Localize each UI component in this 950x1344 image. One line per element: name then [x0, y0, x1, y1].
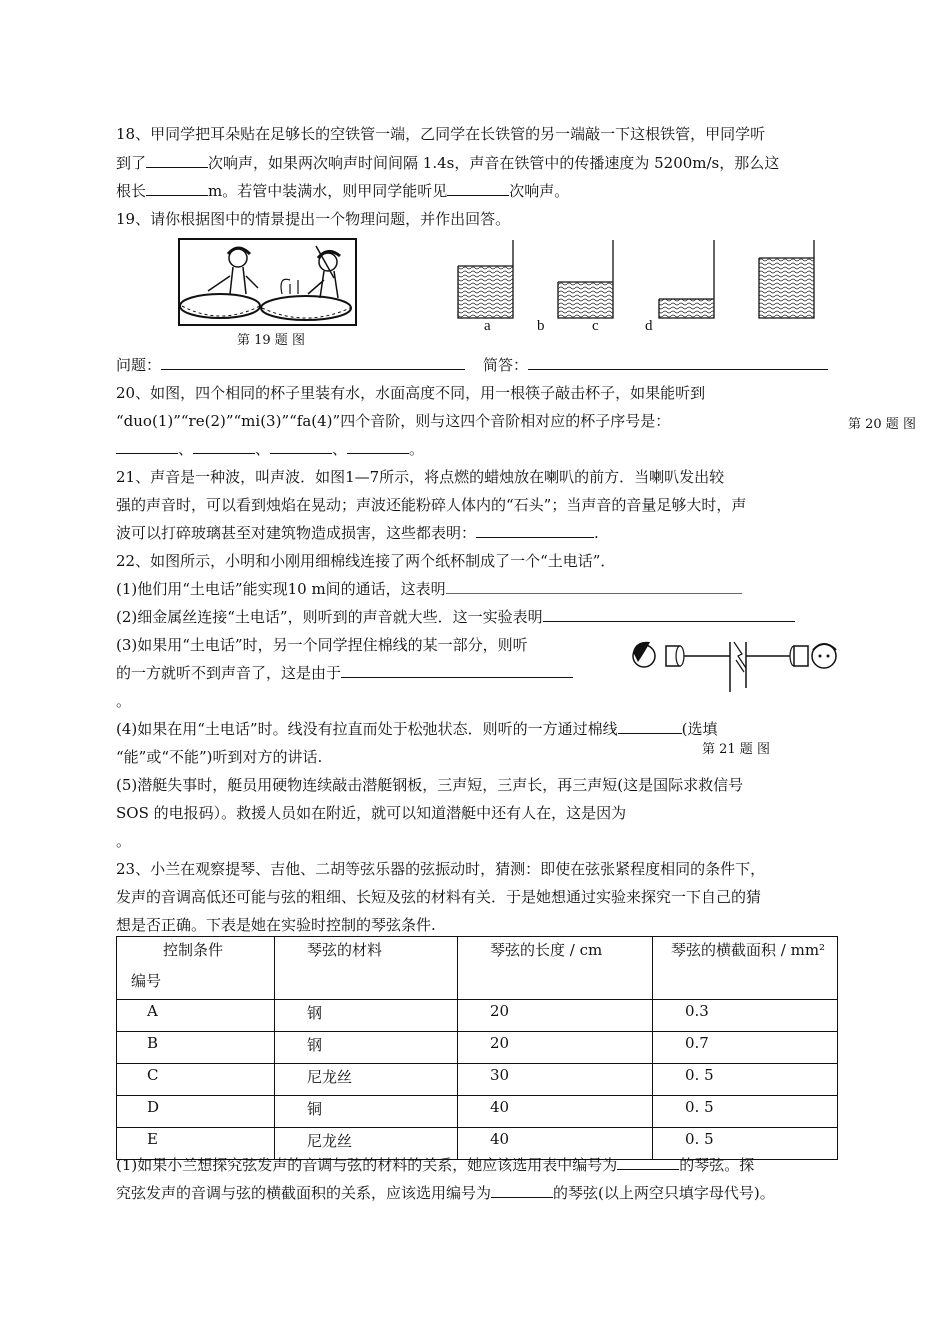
- header-control-label: 控制条件: [163, 941, 224, 959]
- table-cell: 铜: [275, 1096, 458, 1128]
- question-blank[interactable]: [161, 355, 465, 370]
- cup-c: [659, 240, 714, 318]
- q21-line-2: 强的声音时，可以看到烛焰在晃动；声波还能粉碎人体内的“石头”；当声音的音量足够大时，声: [116, 496, 747, 514]
- q18-line-3: [116, 181, 569, 201]
- header-cell: 琴弦的横截面积 / mm²: [653, 937, 838, 1000]
- cup-label-c: c: [592, 318, 599, 334]
- q23-blank-1[interactable]: [617, 1155, 679, 1170]
- q22-text: (1)他们用“土电话”能实现10 m间的通话，这表明: [116, 580, 446, 598]
- q20-line-2: “duo(1)”“re(2)”“mi(3)”“fa(4)”四个音阶，则与这四个音阶相对应的杯子序号是：: [116, 412, 671, 430]
- cup-d: [759, 240, 814, 318]
- q19-figure-drums: [178, 236, 358, 328]
- string-conditions-table: [116, 936, 838, 1160]
- table-cell: 0. 5: [653, 1096, 838, 1128]
- q18-blank-3[interactable]: [447, 181, 509, 196]
- tin-can-phone-figure: [628, 632, 842, 698]
- table-cell: A: [117, 1000, 275, 1032]
- q20-figure-caption: 第 20 题 图: [848, 417, 916, 432]
- table-cell: 40: [458, 1096, 653, 1128]
- q22-part-1: [116, 579, 742, 599]
- cup-label-d: d: [645, 318, 653, 334]
- header-cell-corner: [117, 937, 275, 1000]
- table-cell: 0.7: [653, 1032, 838, 1064]
- table-cell: 20: [458, 1032, 653, 1064]
- q20-line-3: [116, 439, 424, 459]
- q21-line-1: 21、声音是一种波，叫声波．如图1—7所示，将点燃的蜡烛放在喇叭的前方．当喇叭发出较: [116, 468, 725, 486]
- q22-part-5b: SOS 的电报码）。救援人员如在附近，就可以知道潜艇中还有人在，这是因为: [116, 804, 627, 822]
- q22-part-5a: (5)潜艇失事时，艇员用硬物连续敲击潜艇钢板，三声短，三声长，再三声短(这是国际求救信号: [116, 776, 744, 794]
- q23-sub-1: [116, 1155, 754, 1175]
- table-cell: 尼龙丝: [275, 1128, 458, 1160]
- q21-text: 波可以打碎玻璃甚至对建筑物造成损害，这些都表明：: [116, 524, 477, 542]
- table-cell: 0. 5: [653, 1064, 838, 1096]
- q18-text: 次响声，如果两次响声时间间隔 1.4s，声音在铁管中的传播速度为 5200m/s，那么这: [208, 154, 780, 172]
- q23-text: (1)如果小兰想探究弦发声的音调与弦的材料的关系，她应该选用表中编号为: [116, 1156, 618, 1174]
- table-header-row: [117, 937, 838, 1000]
- q18-line-2: [116, 153, 779, 173]
- q22-blank-2[interactable]: [543, 607, 795, 622]
- q23-line-2: 发声的音调高低还可能与弦的粗细、长短及弦的材料有关．于是她想通过实验来探究一下自己的猜: [116, 888, 762, 906]
- q20-line-1: 20、如图，四个相同的杯子里装有水，水面高度不同，用一根筷子敲击杯子，如果能听到: [116, 384, 706, 402]
- q23-blank-2[interactable]: [491, 1183, 553, 1198]
- q20-sep: 、: [255, 440, 271, 458]
- q18-text: 次响声。: [509, 182, 570, 200]
- table-row: [117, 1000, 838, 1032]
- cup-a: [458, 240, 513, 318]
- table-cell: 钢: [275, 1000, 458, 1032]
- q21-end: .: [594, 524, 599, 542]
- table-cell: B: [117, 1032, 275, 1064]
- q22-part-3c: 。: [116, 692, 132, 710]
- q20-sep: 、: [332, 440, 348, 458]
- q19-line-1: 19、请你根据图中的情景提出一个物理问题，并作出回答。: [116, 210, 511, 228]
- q19-figure-caption: 第 19 题 图: [237, 333, 305, 348]
- cup-b: [558, 240, 613, 318]
- q18-text: m。若管中装满水，则甲同学能听见: [208, 182, 448, 200]
- cup-label-a: a: [484, 318, 491, 334]
- q23-text: 的琴弦。探: [679, 1156, 755, 1174]
- table-row: [117, 1096, 838, 1128]
- table-cell: 0. 5: [653, 1128, 838, 1160]
- q22-text: (2)细金属丝连接“土电话”，则听到的声音就大些．这一实验表明: [116, 608, 543, 626]
- table-cell: C: [117, 1064, 275, 1096]
- q22-part-2: [116, 607, 795, 627]
- table-cell: 30: [458, 1064, 653, 1096]
- q22-blank-3[interactable]: [341, 663, 573, 678]
- q20-blank-4[interactable]: [347, 439, 409, 454]
- table-row: [117, 1064, 838, 1096]
- q22-text: (4)如果在用“土电话”时。线没有拉直而处于松弛状态．则听的一方通过棉线: [116, 720, 618, 738]
- q22-line-1: 22、如图所示，小明和小刚用细棉线连接了两个纸杯制成了一个“土电话”．: [116, 552, 616, 570]
- q22-blank-4[interactable]: [618, 719, 682, 734]
- q22-text: 的一方就听不到声音了，这是由于: [116, 664, 342, 682]
- q20-cups-figure: [455, 238, 835, 320]
- table-cell: 钢: [275, 1032, 458, 1064]
- q18-blank-1[interactable]: [146, 153, 208, 168]
- table-cell: D: [117, 1096, 275, 1128]
- q21-line-3: [116, 523, 599, 543]
- table-cell: 尼龙丝: [275, 1064, 458, 1096]
- q21-figure-caption: 第 21 题 图: [702, 742, 770, 757]
- header-cell: 琴弦的材料: [275, 937, 458, 1000]
- cup-label-b: b: [537, 318, 545, 334]
- q22-text: (选填: [681, 720, 718, 738]
- q20-blank-1[interactable]: [116, 439, 178, 454]
- answer-label: 简答：: [483, 356, 529, 374]
- q23-sub-2: [116, 1183, 775, 1203]
- q23-line-3: 想是否正确。下表是她在实验时控制的琴弦条件.: [116, 916, 436, 934]
- q23-text: 的琴弦(以上两空只填字母代号)。: [553, 1184, 775, 1202]
- q22-part-4a: [116, 719, 717, 739]
- q22-part-3a: (3)如果用“土电话”时，另一个同学捏住棉线的某一部分，则听: [116, 636, 528, 654]
- table-cell: 20: [458, 1000, 653, 1032]
- q18-text: 根长: [116, 182, 147, 200]
- q22-part-5c: 。: [116, 832, 132, 850]
- q22-part-3b: [116, 663, 573, 683]
- header-cell: 琴弦的长度 / cm: [458, 937, 653, 1000]
- table-cell: E: [117, 1128, 275, 1160]
- q22-part-4c: “能”或“不能”)听到对方的讲话.: [116, 748, 323, 766]
- header-id-label: 编号: [131, 972, 162, 990]
- q18-line-1: 18、甲同学把耳朵贴在足够长的空铁管一端，乙同学在长铁管的另一端敲一下这根铁管，甲同学听: [116, 125, 766, 143]
- table-cell: 40: [458, 1128, 653, 1160]
- q20-sep: 、: [178, 440, 194, 458]
- q20-blank-2[interactable]: [193, 439, 255, 454]
- q23-line-1: 23、小兰在观察提琴、吉他、二胡等弦乐器的弦振动时，猜测：即使在弦张紧程度相同的条件下，: [116, 860, 766, 878]
- q20-blank-3[interactable]: [270, 439, 332, 454]
- q18-text: 到了: [116, 154, 147, 172]
- q19-answer-line: [116, 355, 828, 375]
- q18-blank-2[interactable]: [146, 181, 208, 196]
- table-cell: 0.3: [653, 1000, 838, 1032]
- q22-blank-1[interactable]: [446, 579, 742, 594]
- q20-end: 。: [409, 440, 425, 458]
- table-row: [117, 1032, 838, 1064]
- answer-blank[interactable]: [528, 355, 828, 370]
- question-label: 问题：: [116, 356, 162, 374]
- q23-text: 究弦发声的音调与弦的横截面积的关系，应该选用编号为: [116, 1184, 492, 1202]
- q21-blank[interactable]: [476, 523, 594, 538]
